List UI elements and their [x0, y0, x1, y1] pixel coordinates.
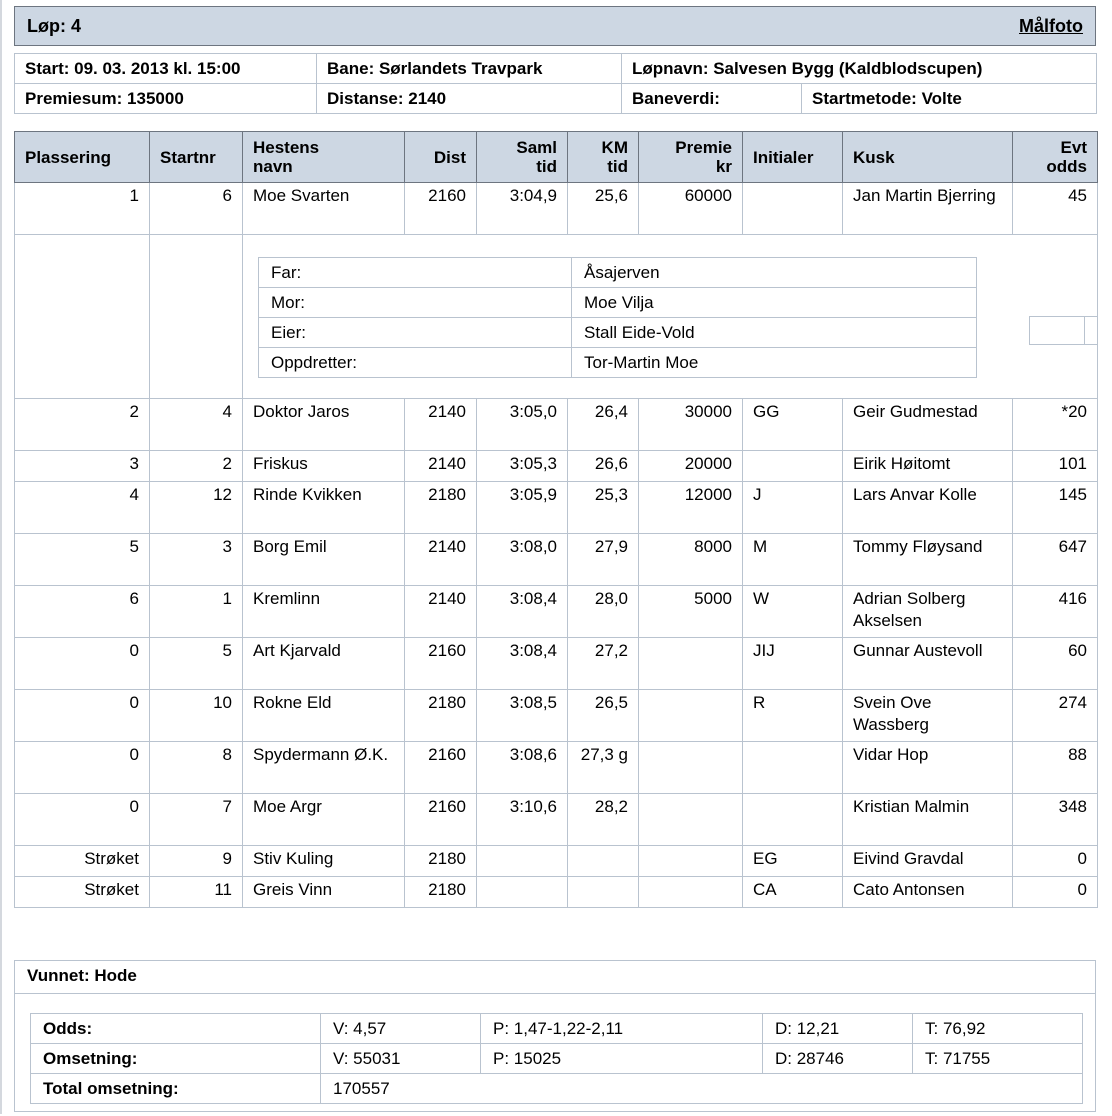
- cell-km: 28,0: [568, 586, 639, 638]
- cell-startnr: 5: [150, 638, 243, 690]
- cell-startnr: 7: [150, 794, 243, 846]
- cell-driver: Tommy Fløysand: [843, 534, 1013, 586]
- odds-win: V: 4,57: [321, 1014, 481, 1044]
- cell-dist: 2180: [405, 877, 477, 908]
- cell-startnr: 9: [150, 846, 243, 877]
- cell-time: 3:10,6: [477, 794, 568, 846]
- cell-startnr: 2: [150, 451, 243, 482]
- cell-prize: [639, 742, 743, 794]
- cell-dist: 2160: [405, 183, 477, 235]
- table-row[interactable]: [15, 534, 1098, 586]
- pedigree-spacer: [15, 235, 150, 399]
- cell-driver: Svein Ove Wassberg: [843, 690, 1013, 742]
- turnover-double: D: 28746: [763, 1044, 913, 1074]
- cell-time: 3:08,5: [477, 690, 568, 742]
- pedigree-owner: Eier: Stall Eide-Vold: [259, 318, 977, 348]
- cell-driver: Lars Anvar Kolle: [843, 482, 1013, 534]
- odds-label: Odds:: [31, 1014, 321, 1044]
- cell-horse: Moe Svarten: [243, 183, 405, 235]
- table-row[interactable]: [15, 586, 1098, 638]
- photo-finish-link[interactable]: Målfoto: [1019, 15, 1083, 36]
- cell-odds: *20: [1013, 399, 1098, 451]
- cell-prize: [639, 877, 743, 908]
- table-row[interactable]: [15, 877, 1098, 908]
- col-km-time: KM tid: [568, 132, 639, 183]
- total-turnover-label: Total omsetning:: [31, 1074, 321, 1104]
- cell-dist: 2140: [405, 399, 477, 451]
- cell-time: 3:05,9: [477, 482, 568, 534]
- cell-km: 27,9: [568, 534, 639, 586]
- empty-box: [1084, 316, 1098, 345]
- cell-time: 3:08,0: [477, 534, 568, 586]
- empty-box: [1029, 316, 1084, 345]
- pedigree-detail: [243, 235, 1098, 399]
- col-driver: Kusk: [843, 132, 1013, 183]
- cell-time: 3:04,9: [477, 183, 568, 235]
- cell-place: 0: [15, 690, 150, 742]
- cell-place: 6: [15, 586, 150, 638]
- cell-horse: Spydermann Ø.K.: [243, 742, 405, 794]
- cell-initials: W: [743, 586, 843, 638]
- cell-initials: R: [743, 690, 843, 742]
- cell-place: Strøket: [15, 877, 150, 908]
- cell-km: 28,2: [568, 794, 639, 846]
- pedigree-mother: Mor: Moe Vilja: [259, 288, 977, 318]
- cell-driver: Eivind Gravdal: [843, 846, 1013, 877]
- cell-horse: Friskus: [243, 451, 405, 482]
- odds-place: P: 1,47-1,22-2,11: [481, 1014, 763, 1044]
- race-header: [14, 6, 1096, 46]
- cell-km: 26,4: [568, 399, 639, 451]
- cell-km: 27,3 g: [568, 742, 639, 794]
- table-row[interactable]: [15, 794, 1098, 846]
- col-placing: Plassering: [15, 132, 150, 183]
- cell-initials: [743, 451, 843, 482]
- results-header-row: [15, 132, 1098, 183]
- pedigree-table: [258, 257, 977, 378]
- cell-place: 4: [15, 482, 150, 534]
- table-row[interactable]: [15, 846, 1098, 877]
- cell-prize: [639, 794, 743, 846]
- cell-prize: 60000: [639, 183, 743, 235]
- cell-prize: [639, 846, 743, 877]
- odds-trio: T: 76,92: [913, 1014, 1083, 1044]
- pedigree-row: [15, 235, 1098, 399]
- cell-time: 3:08,6: [477, 742, 568, 794]
- cell-startnr: 1: [150, 586, 243, 638]
- track-name: Bane: Sørlandets Travpark: [317, 54, 622, 84]
- cell-place: 0: [15, 638, 150, 690]
- cell-dist: 2140: [405, 534, 477, 586]
- won-by: Vunnet: Hode: [27, 966, 137, 985]
- race-name: Løpnavn: Salvesen Bygg (Kaldblodscupen): [622, 54, 1097, 84]
- cell-horse: Rokne Eld: [243, 690, 405, 742]
- cell-initials: J: [743, 482, 843, 534]
- start-time: Start: 09. 03. 2013 kl. 15:00: [15, 54, 317, 84]
- cell-horse: Rinde Kvikken: [243, 482, 405, 534]
- cell-dist: 2160: [405, 742, 477, 794]
- odds-table: [30, 1013, 1083, 1104]
- table-row[interactable]: [15, 399, 1098, 451]
- prize-sum: Premiesum: 135000: [15, 84, 317, 114]
- cell-dist: 2140: [405, 586, 477, 638]
- table-row[interactable]: [15, 482, 1098, 534]
- cell-time: [477, 846, 568, 877]
- col-dist: Dist: [405, 132, 477, 183]
- cell-dist: 2180: [405, 482, 477, 534]
- cell-initials: EG: [743, 846, 843, 877]
- cell-place: 3: [15, 451, 150, 482]
- cell-horse: Moe Argr: [243, 794, 405, 846]
- cell-driver: Adrian Solberg Akselsen: [843, 586, 1013, 638]
- table-row[interactable]: [15, 690, 1098, 742]
- cell-odds: 647: [1013, 534, 1098, 586]
- cell-driver: Vidar Hop: [843, 742, 1013, 794]
- start-method: Startmetode: Volte: [802, 84, 1097, 114]
- cell-place: 5: [15, 534, 150, 586]
- turnover-trio: T: 71755: [913, 1044, 1083, 1074]
- cell-driver: Gunnar Austevoll: [843, 638, 1013, 690]
- cell-driver: Jan Martin Bjerring: [843, 183, 1013, 235]
- odds-double: D: 12,21: [763, 1014, 913, 1044]
- cell-prize: [639, 638, 743, 690]
- results-table: [14, 131, 1098, 908]
- cell-initials: JIJ: [743, 638, 843, 690]
- cell-horse: Kremlinn: [243, 586, 405, 638]
- cell-odds: 145: [1013, 482, 1098, 534]
- cell-dist: 2180: [405, 846, 477, 877]
- cell-initials: CA: [743, 877, 843, 908]
- cell-startnr: 4: [150, 399, 243, 451]
- cell-km: 25,3: [568, 482, 639, 534]
- cell-horse: Art Kjarvald: [243, 638, 405, 690]
- cell-time: 3:08,4: [477, 638, 568, 690]
- cell-driver: Eirik Høitomt: [843, 451, 1013, 482]
- cell-odds: 60: [1013, 638, 1098, 690]
- cell-time: 3:05,0: [477, 399, 568, 451]
- cell-dist: 2180: [405, 690, 477, 742]
- cell-odds: 348: [1013, 794, 1098, 846]
- total-turnover-value: 170557: [321, 1074, 1083, 1104]
- col-prize: Premie kr: [639, 132, 743, 183]
- turnover-win: V: 55031: [321, 1044, 481, 1074]
- cell-horse: Greis Vinn: [243, 877, 405, 908]
- cell-startnr: 6: [150, 183, 243, 235]
- col-horse: Hestens navn: [243, 132, 405, 183]
- turnover-row: [31, 1044, 1083, 1074]
- cell-time: 3:05,3: [477, 451, 568, 482]
- table-row[interactable]: [15, 451, 1098, 482]
- cell-time: [477, 877, 568, 908]
- cell-km: 26,5: [568, 690, 639, 742]
- cell-prize: 30000: [639, 399, 743, 451]
- cell-place: 1: [15, 183, 150, 235]
- cell-startnr: 10: [150, 690, 243, 742]
- cell-odds: 45: [1013, 183, 1098, 235]
- cell-km: 25,6: [568, 183, 639, 235]
- cell-startnr: 11: [150, 877, 243, 908]
- cell-startnr: 12: [150, 482, 243, 534]
- cell-odds: 0: [1013, 877, 1098, 908]
- table-row[interactable]: [15, 742, 1098, 794]
- race-info-table: [14, 53, 1097, 114]
- cell-prize: [639, 690, 743, 742]
- cell-prize: 20000: [639, 451, 743, 482]
- pedigree-spacer: [150, 235, 243, 399]
- cell-prize: 5000: [639, 586, 743, 638]
- cell-initials: [743, 742, 843, 794]
- cell-place: Strøket: [15, 846, 150, 877]
- distance: Distanse: 2140: [317, 84, 622, 114]
- turnover-label: Omsetning:: [31, 1044, 321, 1074]
- cell-startnr: 8: [150, 742, 243, 794]
- divider: [15, 993, 1095, 994]
- col-odds: Evt odds: [1013, 132, 1098, 183]
- cell-odds: 88: [1013, 742, 1098, 794]
- cell-dist: 2160: [405, 794, 477, 846]
- cell-driver: Geir Gudmestad: [843, 399, 1013, 451]
- cell-initials: [743, 794, 843, 846]
- cell-time: 3:08,4: [477, 586, 568, 638]
- cell-prize: 12000: [639, 482, 743, 534]
- cell-dist: 2140: [405, 451, 477, 482]
- cell-prize: 8000: [639, 534, 743, 586]
- total-turnover-row: [31, 1074, 1083, 1104]
- odds-row: [31, 1014, 1083, 1044]
- pedigree-father: Far: Åsajerven: [259, 258, 977, 288]
- cell-km: [568, 846, 639, 877]
- cell-horse: Doktor Jaros: [243, 399, 405, 451]
- cell-horse: Borg Emil: [243, 534, 405, 586]
- cell-initials: GG: [743, 399, 843, 451]
- cell-odds: 101: [1013, 451, 1098, 482]
- cell-km: 27,2: [568, 638, 639, 690]
- turnover-place: P: 15025: [481, 1044, 763, 1074]
- col-initials: Initialer: [743, 132, 843, 183]
- cell-odds: 416: [1013, 586, 1098, 638]
- cell-startnr: 3: [150, 534, 243, 586]
- col-startnr: Startnr: [150, 132, 243, 183]
- cell-km: [568, 877, 639, 908]
- cell-odds: 0: [1013, 846, 1098, 877]
- cell-place: 2: [15, 399, 150, 451]
- cell-km: 26,6: [568, 451, 639, 482]
- table-row[interactable]: [15, 638, 1098, 690]
- cell-driver: Kristian Malmin: [843, 794, 1013, 846]
- cell-horse: Stiv Kuling: [243, 846, 405, 877]
- cell-odds: 274: [1013, 690, 1098, 742]
- table-row[interactable]: [15, 183, 1098, 235]
- cell-place: 0: [15, 742, 150, 794]
- cell-driver: Cato Antonsen: [843, 877, 1013, 908]
- race-number: Løp: 4: [27, 15, 81, 36]
- cell-dist: 2160: [405, 638, 477, 690]
- cell-initials: [743, 183, 843, 235]
- cell-place: 0: [15, 794, 150, 846]
- cell-initials: M: [743, 534, 843, 586]
- summary-section: [14, 960, 1096, 1112]
- track-value: Baneverdi:: [622, 84, 802, 114]
- col-total-time: Saml tid: [477, 132, 568, 183]
- pedigree-breeder: Oppdretter: Tor-Martin Moe: [259, 348, 977, 378]
